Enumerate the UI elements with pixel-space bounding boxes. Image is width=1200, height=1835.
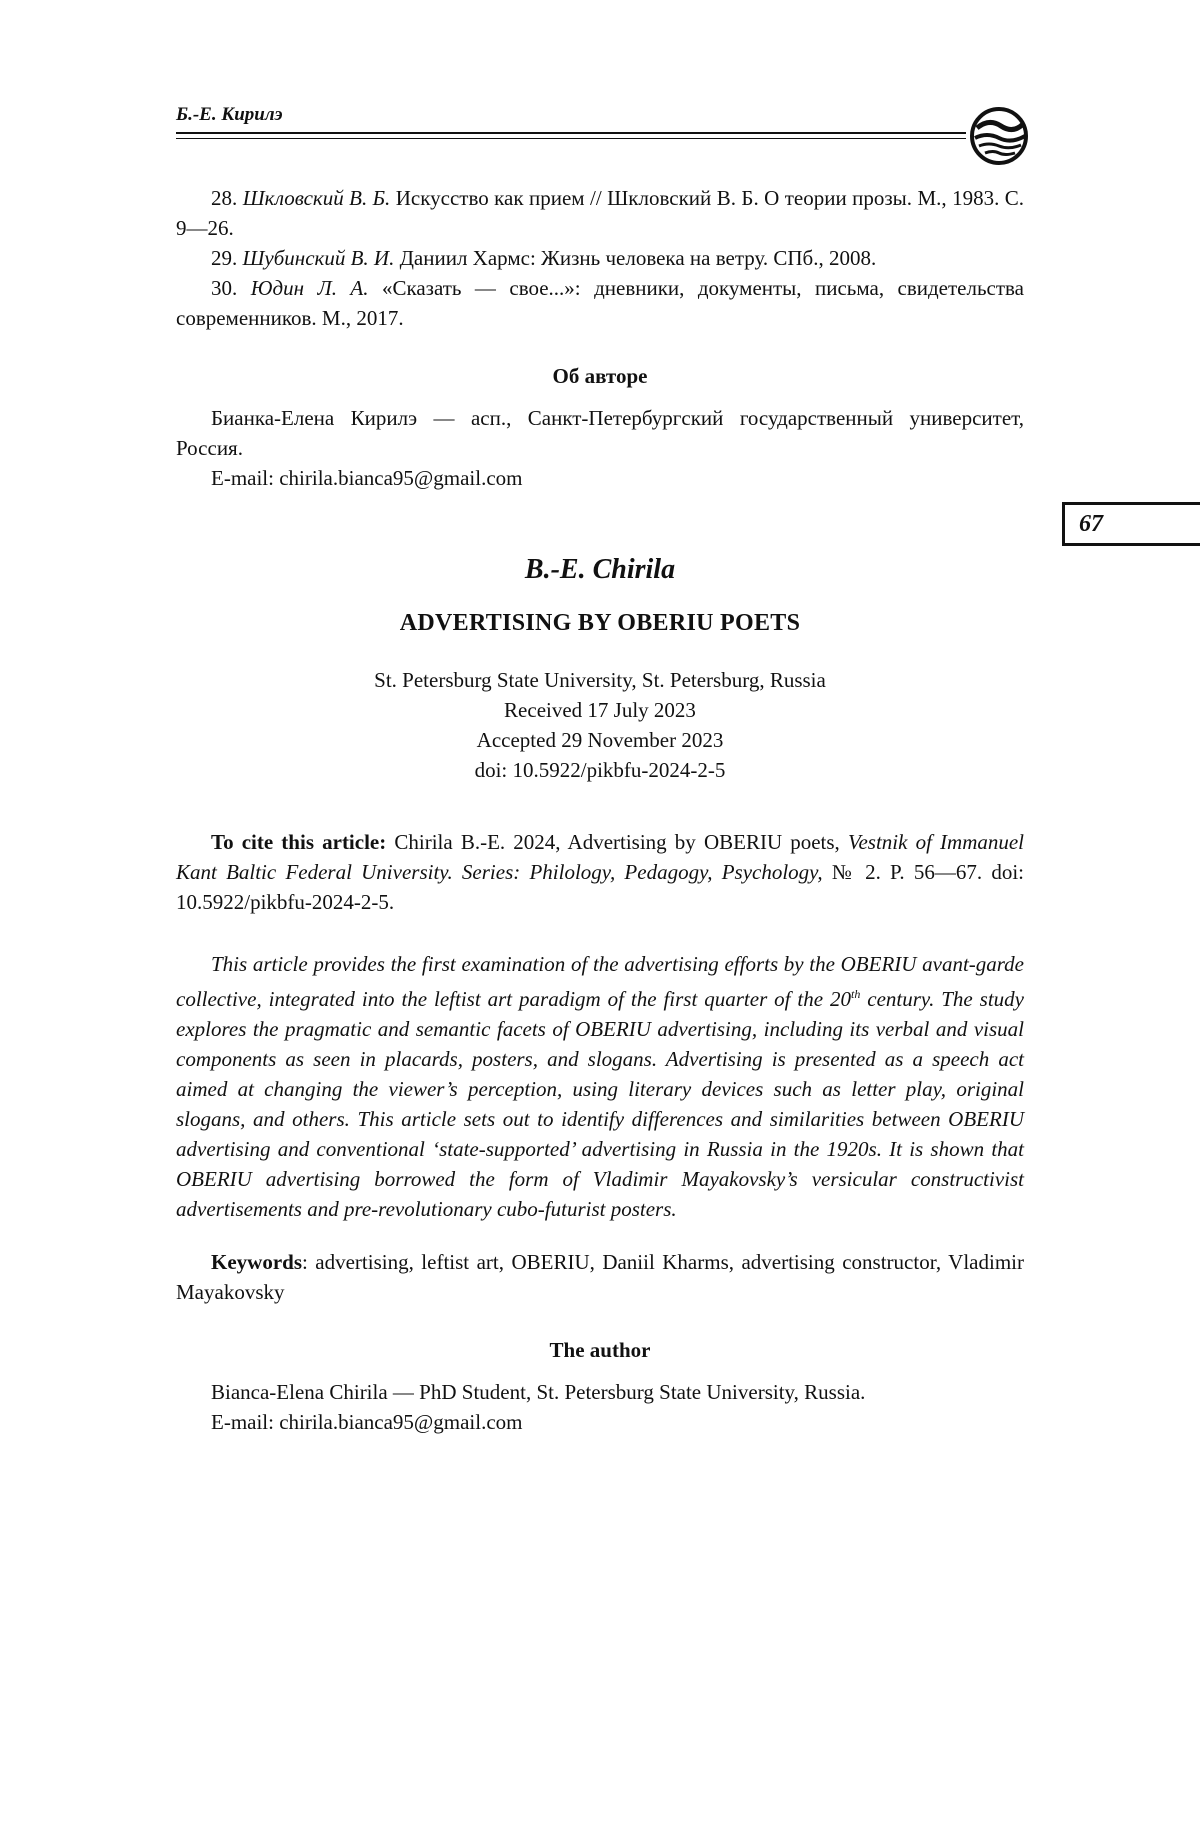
page-header [176, 104, 1024, 164]
reference-text: «Сказать — свое...»: дневники, документы, письма, свидетельства современников. М., 2017. [176, 276, 1025, 330]
abstract-paragraph [176, 949, 1024, 1224]
reference-30 [176, 273, 1024, 333]
journal-wave-logo-icon [967, 104, 1031, 168]
reference-text: Искусство как прием // Шкловский В. Б. О теории прозы. М., 1983. С. 9—26. [176, 186, 1025, 240]
citation-text-before: Chirila B.-E. 2024, Advertising by OBERIU poets, [394, 830, 840, 854]
citation-journal: Vestnik of Immanuel Kant Baltic Federal University. Series: Philology, Pedagogy, Psychology, [176, 830, 1025, 884]
page-number: 67 [1079, 511, 1103, 537]
article-doi: doi: 10.5922/pikbfu-2024-2-5 [474, 758, 726, 782]
about-author-en [176, 1338, 1024, 1437]
reference-number: 28. [211, 186, 238, 210]
about-author-en-email: E-mail: chirila.bianca95@gmail.com [211, 1410, 523, 1434]
keywords-block [176, 1247, 1024, 1307]
about-author-en-bio: Bianca-Elena Chirila — PhD Student, St. Petersburg State University, Russia. [211, 1380, 866, 1404]
header-rule-thin [176, 138, 966, 139]
article-title: ADVERTISING BY OBERIU POETS [399, 610, 801, 636]
article-heading [176, 554, 1024, 785]
about-author-ru [176, 364, 1024, 493]
keywords-text: : advertising, leftist art, OBERIU, Daniil Kharms, advertising constructor, Vladimir Mayakovsky [176, 1250, 1024, 1304]
article-author: B.-E. Chirila [524, 554, 676, 585]
abstract-part-1: This article provides the first examination of the advertising efforts by the OBERIU avant-garde collective, integrated into the leftist art paradigm of the first quarter of the 20 [176, 952, 1024, 1011]
abstract-block [176, 949, 1024, 1224]
reference-28 [176, 183, 1024, 243]
reference-29 [176, 243, 1024, 273]
abstract-superscript: th [851, 987, 861, 1001]
keywords-label: Keywords [211, 1250, 302, 1274]
article-affiliation: St. Petersburg State University, St. Petersburg, Russia [374, 668, 826, 692]
references-list [176, 183, 1024, 333]
reference-number: 30. [211, 276, 238, 300]
reference-author: Шкловский В. Б. [242, 186, 391, 210]
abstract-part-2: century. The study explores the pragmatic and semantic facets of OBERIU advertising, including its verbal and visual components as seen in placards, posters, and slogans. Advertising is presented as a speech act aimed at changing the viewer’s perception, using literary devices such as letter play, original slogans, and others. This article sets out to identify differences and similarities between OBERIU advertising and conventional ‘state-supported’ advertising in Russia in the 1920s. It is shown that OBERIU advertising borrowed the form of Vladimir Mayakovsky’s versicular constructivist advertisements and pre-revolutionary cubo-futurist posters. [176, 987, 1024, 1221]
citation-label: To cite this article: [211, 830, 387, 854]
about-author-ru-bio: Бианка-Елена Кирилэ — асп., Санкт-Петербургский государственный университет, Россия. [176, 406, 1024, 460]
reference-number: 29. [211, 246, 238, 270]
article-meta [176, 665, 1024, 785]
reference-author: Юдин Л. А. [250, 276, 369, 300]
about-author-ru-heading: Об авторе [552, 364, 648, 388]
reference-text: Даниил Хармс: Жизнь человека на ветру. СПб., 2008. [399, 246, 877, 270]
header-rule-thick [176, 132, 966, 134]
article-accepted: Accepted 29 November 2023 [476, 728, 724, 752]
about-author-en-heading: The author [549, 1338, 651, 1362]
citation-paragraph [176, 827, 1024, 917]
reference-author: Шубинский В. И. [242, 246, 395, 270]
page-number-box [1062, 502, 1200, 546]
citation-text-after: № 2. P. 56—67. doi: 10.5922/pikbfu-2024-2-5. [176, 860, 1025, 914]
about-author-ru-email: E-mail: chirila.bianca95@gmail.com [211, 466, 523, 490]
article-received: Received 17 July 2023 [504, 698, 696, 722]
running-head: Б.-Е. Кирилэ [176, 104, 283, 125]
citation-block [176, 827, 1024, 917]
keywords-paragraph [176, 1247, 1024, 1307]
